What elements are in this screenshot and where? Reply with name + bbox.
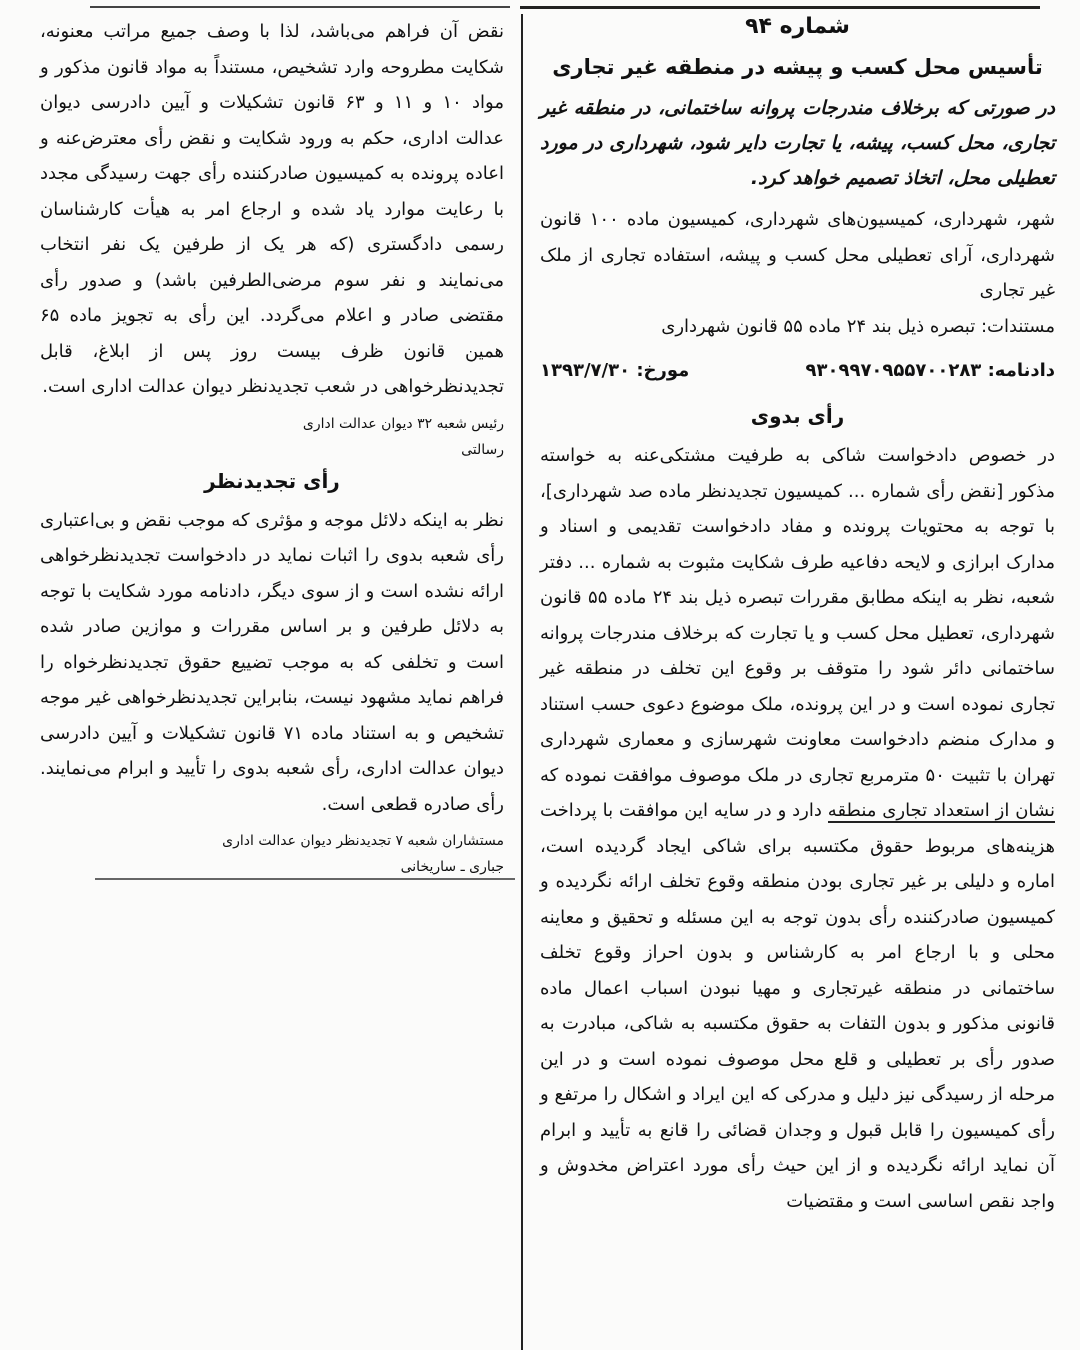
signature-1-title: رئیس شعبه ۳۲ دیوان عدالت اداری bbox=[302, 415, 504, 432]
signature-1-name: رسالتی bbox=[461, 441, 504, 458]
signature-2-names: جباری ـ ساریخانی bbox=[400, 859, 504, 875]
top-rule-right bbox=[520, 6, 1040, 9]
continuation-text: نقض آن فراهم می‌باشد، لذا با وصف جمیع مراتب معنونه، شکایت مطروحه وارد تشخیص، مستنداً به مواد قانون مذکور و مواد ۱۰ و ۱۱ و ۶۳ قانون تشکیلات و آیین دادرسی دیوان عدالت اداری، حکم به ورود شکایت و نقض رأی معترض‌عنه و اعاده پرونده به کمیسیون صادرکننده رأی جهت رسیدگی مجدد با رعایت موارد یاد شده و ارجاع امر به هیأت کارشناسان رسمی دادگستری (که هر یک از طرفین یک نفر انتخاب می‌نمایند و نفر سوم مرضی‌الطرفین باشد) و صدور رأی مقتضی صادر و اعلام می‌گردد. این رأی به تجویز ماده ۶۵ همین قانون ظرف بیست روز پس از ابلاغ، قابل تجدیدنظرخواهی در شعب تجدیدنظر دیوان عدالت اداری است. bbox=[40, 21, 504, 397]
case-number: شماره ۹۴ bbox=[745, 14, 850, 39]
ruling-date: ۱۳۹۳/۷/۳۰ bbox=[540, 360, 631, 381]
initial-ruling-text-part-2: دارد و در سایه این موافقت با پرداخت هزینه‌های مربوط حقوق مکتسبه برای شاکی ایجاد گردیده است، اماره و دلیلی بر غیر تجاری بودن منطقه وقوع تخلف ارائه نگردیده و کمیسیون صادرکننده رأی بدون توجه به این مسئله و تحقیق و معاینه محلی و با ارجاع امر به کارشناس و بدون احراز وقوع تخلف ساختمانی در منطقه غیرتجاری و مهیا نبودن اسباب اعمال ماده قانونی مذکور و بدون التفات به حقوق مکتسبه به شاکی، مبادرت به صدور رأی بر تعطیلی و قلع محل موصوف نموده است و در این مرحله از رسیدگی نیز دلیل و مدرکی که این ایراد و اشکال را مرتفع و رأی کمیسیون را قابل قبول و وجدان قضائی را قانع به تأیید و ابرام آن نماید ارائه نگردیده و از این حیث رأی مورد اعتراض مخدوش و واجد نقص اساسی است و مقتضیات bbox=[540, 800, 1055, 1212]
signature-block-2 bbox=[40, 828, 504, 880]
initial-ruling-heading: رأی بدوی bbox=[750, 404, 845, 428]
signature-block-1 bbox=[40, 411, 504, 463]
initial-ruling-text-part-1: در خصوص دادخواست شاکی به طرفیت مشتکی‌عنه به خواسته مذکور [نقض رأی شماره ... کمیسیون تجدیدنظر ماده صد شهرداری]، با توجه به محتویات پرونده و مفاد دادخواست تقدیمی و اسناد و مدارک ابرازی و لایحه دفاعیه طرف شکایت مثبوت به شماره ... دفتر شعبه، نظر به اینکه مطابق مقررات تبصره ذیل بند ۲۴ ماده ۵۵ قانون شهرداری، تعطیل محل کسب و یا تجارت که برخلاف مندرجات پروانه ساختمانی دائر شود را متوقف بر وقوع این تخلف در منطقه غیر تجاری نموده است و در این پرونده، ملک موضوع دعوی حسب استناد و مدارک منضم دادخواست معاونت شهرسازی و معماری شهرداری تهران با تثبیت ۵۰ مترمربع تجاری در ملک موصوف موافقت نموده که bbox=[540, 445, 1056, 786]
left-bottom-rule bbox=[95, 878, 515, 880]
left-column bbox=[40, 14, 504, 886]
appeal-ruling-heading: رأی تجدیدنظر bbox=[204, 468, 340, 493]
underlined-phrase: نشان از استعداد تجاری منطقه bbox=[827, 800, 1055, 821]
top-rule-left bbox=[90, 6, 510, 8]
ruling-number-label: دادنامه: bbox=[987, 360, 1055, 381]
ruling-number: ۹۳۰۹۹۷۰۹۵۵۷۰۰۲۸۳ bbox=[805, 360, 982, 381]
ruling-reference bbox=[540, 352, 1055, 390]
case-title: تأسیس محل کسب و پیشه در منطقه غیر تجاری bbox=[552, 55, 1043, 79]
case-summary: در صورتی که برخلاف مندرجات پروانه ساختمانی، در منطقه غیر تجاری، محل کسب، پیشه، یا تجارت دایر شود، شهرداری در مورد تعطیلی محل، اتخاذ تصمیم خواهد کرد. bbox=[540, 97, 1055, 189]
ruling-date-group bbox=[540, 352, 689, 390]
keywords: شهر، شهرداری، کمیسیون‌های شهرداری، کمیسیون ماده ۱۰۰ قانون شهرداری، آرای تعطیلی محل کسب و پیشه، استفاده تجاری از ملک غیر تجاری bbox=[540, 209, 1055, 301]
right-column bbox=[540, 14, 1055, 1219]
column-divider bbox=[521, 14, 523, 1350]
legal-basis: مستندات: تبصره ذیل بند ۲۴ ماده ۵۵ قانون شهرداری bbox=[661, 315, 1055, 337]
ruling-number-group bbox=[806, 352, 1055, 390]
initial-ruling-text bbox=[540, 438, 1055, 1219]
ruling-date-label: مورخ: bbox=[636, 360, 690, 381]
appeal-ruling-text: نظر به اینکه دلائل موجه و مؤثری که موجب نقض و بی‌اعتباری رأی شعبه بدوی را اثبات نماید در دادخواست تجدیدنظرخواهی ارائه نشده است و از سوی دیگر، دادنامه مورد شکایت با توجه به دلائل طرفین و بر اساس مقررات و موازین صادر شده است و تخلفی که به موجب تضییع حقوق تجدیدنظرخواه را فراهم نماید مشهود نیست، بنابراین تجدیدنظرخواهی غیر موجه تشخیص و به استناد ماده ۷۱ قانون تشکیلات و آیین دادرسی دیوان عدالت اداری، رأی شعبه بدوی را تأیید و ابرام می‌نمایند. رأی صادره قطعی است. bbox=[40, 509, 504, 815]
signature-2-title: مستشاران شعبه ۷ تجدیدنظر دیوان عدالت اداری bbox=[222, 833, 504, 849]
